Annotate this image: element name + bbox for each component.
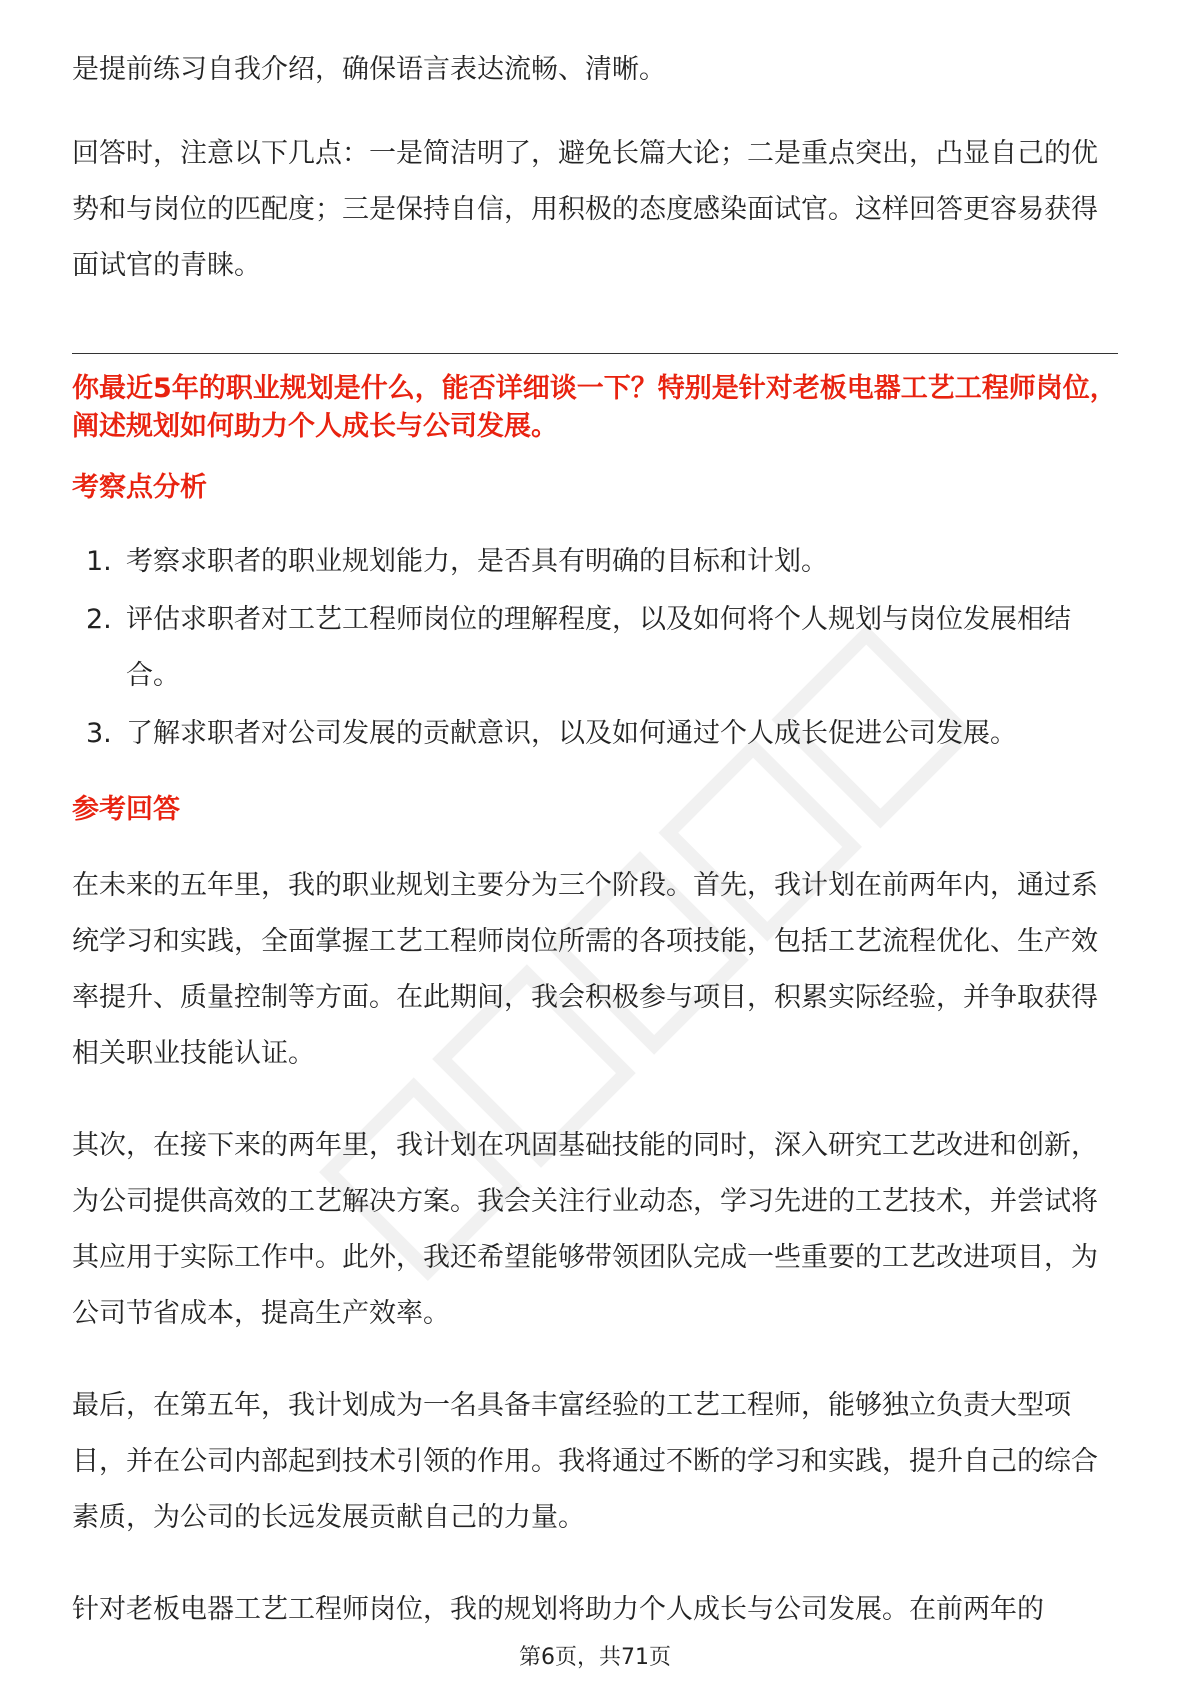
list-item xyxy=(86,592,1118,704)
analysis-heading: 考察点分析 xyxy=(72,472,207,503)
page-number: 第6页，共71页 xyxy=(519,1645,671,1670)
list-item-text: 评估求职者对工艺工程师岗位的理解程度，以及如何将个人规划与岗位发展相结合。 xyxy=(126,604,1071,691)
list-item xyxy=(86,534,1118,590)
answer-paragraph: 其次，在接下来的两年里，我计划在巩固基础技能的同时，深入研究工艺改进和创新，为公司提供高效的工艺解决方案。我会关注行业动态，学习先进的工艺技术，并尝试将其应用于实际工作中。此外，我还希望能够带领团队完成一些重要的工艺改进项目，为公司节省成本，提高生产效率。 xyxy=(72,1130,1098,1329)
list-item-number: 1. xyxy=(86,546,112,577)
list-item-number: 3. xyxy=(86,718,112,749)
section-divider xyxy=(72,353,1118,354)
analysis-list xyxy=(86,534,1118,764)
list-item xyxy=(86,706,1118,762)
answer-paragraph: 针对老板电器工艺工程师岗位，我的规划将助力个人成长与公司发展。在前两年的 xyxy=(72,1594,1044,1625)
question-title: 你最近5年的职业规划是什么，能否详细谈一下？特别是针对老板电器工艺工程师岗位，阐述规划如何助力个人成长与公司发展。 xyxy=(72,373,1117,442)
answer-heading: 参考回答 xyxy=(72,794,180,825)
answer-paragraph: 在未来的五年里，我的职业规划主要分为三个阶段。首先，我计划在前两年内，通过系统学习和实践，全面掌握工艺工程师岗位所需的各项技能，包括工艺流程优化、生产效率提升、质量控制等方面。在此期间，我会积极参与项目，积累实际经验，并争取获得相关职业技能认证。 xyxy=(72,870,1098,1069)
list-item-number: 2. xyxy=(86,604,112,635)
intro-line: 是提前练习自我介绍，确保语言表达流畅、清晰。 xyxy=(72,54,666,85)
list-item-text: 了解求职者对公司发展的贡献意识，以及如何通过个人成长促进公司发展。 xyxy=(126,718,1017,749)
intro-paragraph: 回答时，注意以下几点：一是简洁明了，避免长篇大论；二是重点突出，凸显自己的优势和与岗位的匹配度；三是保持自信，用积极的态度感染面试官。这样回答更容易获得面试官的青睐。 xyxy=(72,138,1098,281)
list-item-text: 考察求职者的职业规划能力，是否具有明确的目标和计划。 xyxy=(126,546,828,577)
answer-paragraph: 最后，在第五年，我计划成为一名具备丰富经验的工艺工程师，能够独立负责大型项目，并在公司内部起到技术引领的作用。我将通过不断的学习和实践，提升自己的综合素质，为公司的长远发展贡献自己的力量。 xyxy=(72,1390,1098,1533)
